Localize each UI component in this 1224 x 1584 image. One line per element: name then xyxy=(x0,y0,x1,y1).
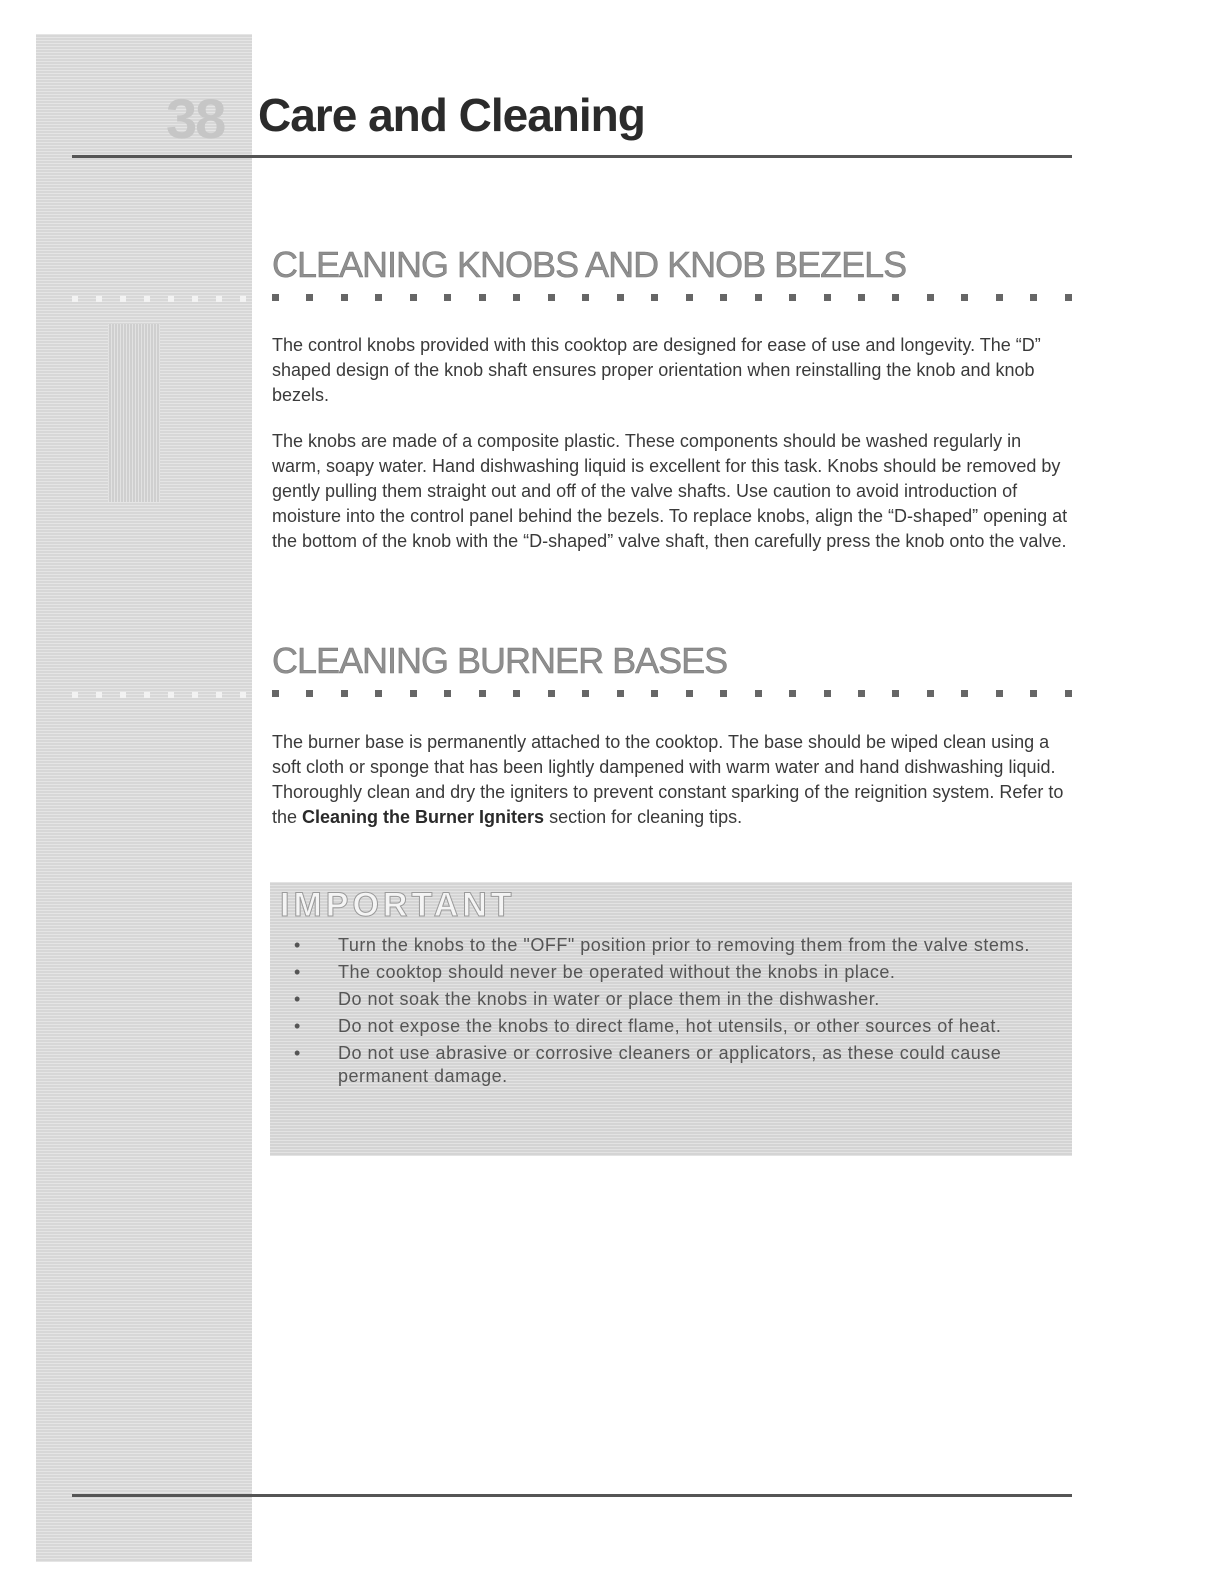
list-item xyxy=(280,1042,1050,1088)
sidebar-pattern xyxy=(108,324,160,502)
bullet-icon: • xyxy=(294,1043,301,1063)
list-item-text: Do not expose the knobs to direct flame, hot utensils, or other sources of heat. xyxy=(338,1016,1002,1036)
cross-reference-burner-igniters: Cleaning the Burner Igniters xyxy=(302,807,545,827)
paragraph-knobs-intro: The control knobs provided with this cooktop are designed for ease of use and longevity. The “D” shaped design of the knob shaft ensures proper orientation when reinstalling the knob and knob bezels. xyxy=(272,335,1041,405)
paragraph-burner-bases-suffix: section for cleaning tips. xyxy=(544,807,743,827)
sidebar-dots-top xyxy=(72,296,252,304)
bullet-icon: • xyxy=(294,989,301,1009)
dot-divider-knobs xyxy=(272,294,1072,302)
page-number: 38 xyxy=(166,87,225,150)
list-item xyxy=(280,934,1050,957)
paragraph-burner-bases xyxy=(272,730,1072,830)
important-notice-box xyxy=(270,882,1072,1156)
bullet-icon: • xyxy=(294,935,301,955)
header-rule xyxy=(72,155,1072,158)
bullet-icon: • xyxy=(294,962,301,982)
important-list xyxy=(280,934,1050,1092)
footer-rule xyxy=(72,1494,1072,1497)
page-title: Care and Cleaning xyxy=(258,89,645,141)
important-title: IMPORTANT xyxy=(280,886,516,924)
list-item-text: Do not use abrasive or corrosive cleaners or applicators, as these could cause permanent damage. xyxy=(338,1043,1002,1086)
sidebar-decoration xyxy=(36,34,252,1562)
bullet-icon: • xyxy=(294,1016,301,1036)
section-heading-knobs: CLEANING KNOBS AND KNOB BEZELS xyxy=(272,244,907,285)
dot-divider-burner-bases xyxy=(272,690,1072,698)
list-item xyxy=(280,988,1050,1011)
list-item-text: The cooktop should never be operated without the knobs in place. xyxy=(338,962,896,982)
list-item xyxy=(280,961,1050,984)
list-item-text: Turn the knobs to the "OFF" position prior to removing them from the valve stems. xyxy=(338,935,1030,955)
paragraph-knobs-care: The knobs are made of a composite plastic. These components should be washed regularly in warm, soapy water. Hand dishwashing liquid is excellent for this task. Knobs should be removed by gently pulling them straight out and off of the valve shafts. Use caution to avoid introduction of moisture into the control panel behind the bezels. To replace knobs, align the “D-shaped” opening at the bottom of the knob with the “D-shaped” valve shaft, then carefully press the knob onto the valve. xyxy=(272,431,1068,551)
paragraph-burner-bases-text: The burner base is permanently attached to the cooktop. The base should be wiped clean using a soft cloth or sponge that has been lightly dampened with warm water and hand dishwashing liquid. Thoroughly clean and dry the igniters to prevent constant sparking of the reignition system. Refer to the xyxy=(272,732,1064,827)
section-heading-burner-bases: CLEANING BURNER BASES xyxy=(272,640,728,681)
sidebar-dots-bottom xyxy=(72,692,252,700)
list-item-text: Do not soak the knobs in water or place them in the dishwasher. xyxy=(338,989,880,1009)
list-item xyxy=(280,1015,1050,1038)
